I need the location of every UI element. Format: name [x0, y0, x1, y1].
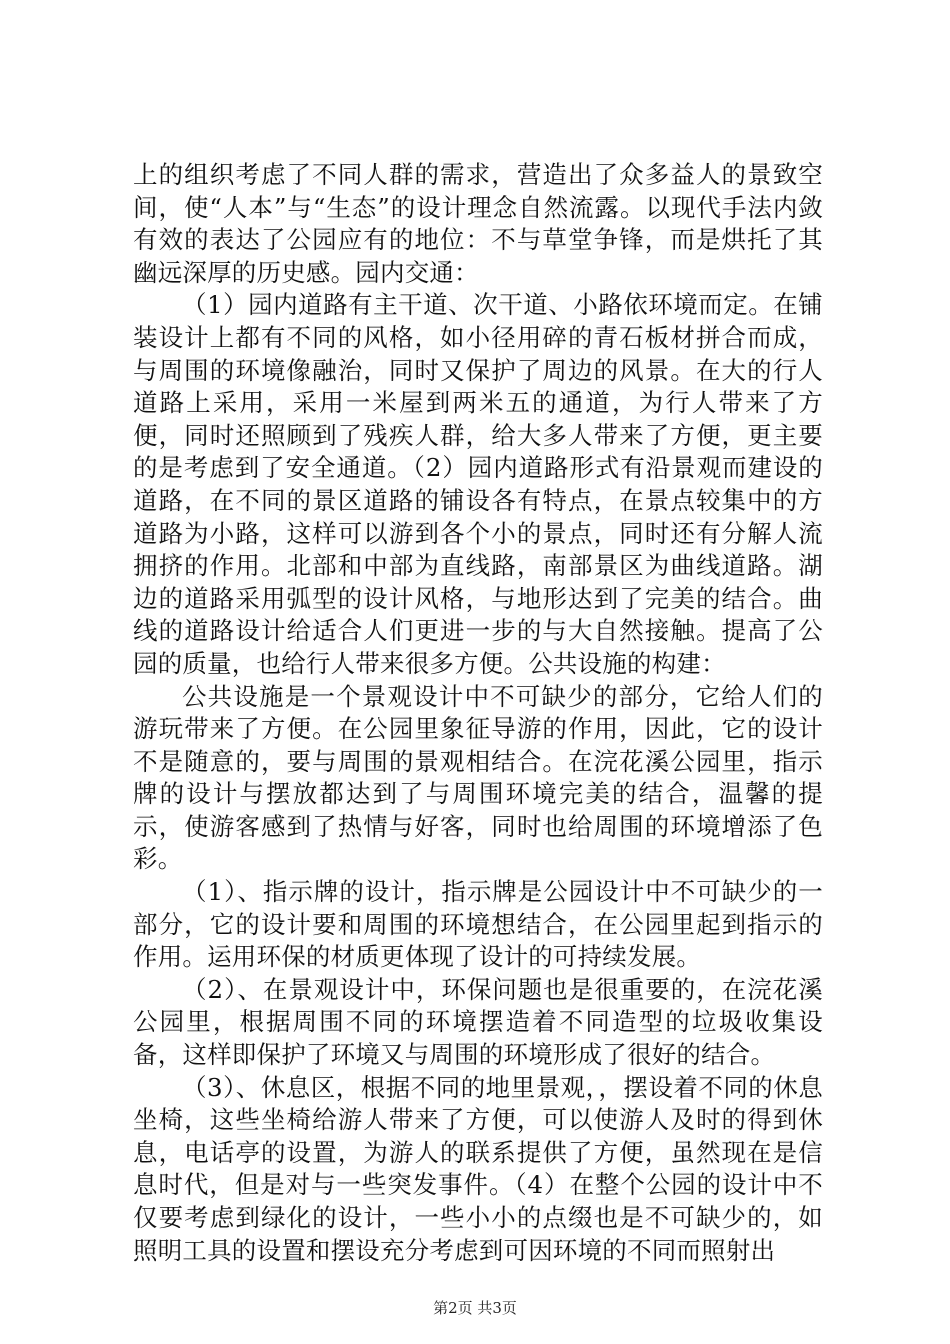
- page-footer: [0, 1298, 950, 1318]
- page-number-label: 第2页 共3页: [433, 1299, 517, 1317]
- document-body: [133, 159, 823, 1267]
- paragraph-3: 公共设施是一个景观设计中不可缺少的部分，它给人们的游玩带来了方便。在公园里象征导游的作用，因此，它的设计不是随意的，要与周围的景观相结合。在浣花溪公园里，指示牌的设计与摆放都达到了与周围环境完美的结合，温馨的提示，使游客感到了热情与好客，同时也给周围的环境增添了色彩。: [133, 681, 823, 874]
- paragraph-4: （1）、指示牌的设计，指示牌是公园设计中不可缺少的一部分，它的设计要和周围的环境想结合，在公园里起到指示的作用。运用环保的材质更体现了设计的可持续发展。: [133, 877, 823, 972]
- paragraph-5: （2）、在景观设计中，环保问题也是很重要的，在浣花溪公园里，根据周围不同的环境摆造着不同造型的垃圾收集设备，这样即保护了环境又与周围的环境形成了很好的结合。: [133, 974, 823, 1070]
- paragraph-6: （3）、休息区，根据不同的地里景观，，摆设着不同的休息坐椅，这些坐椅给游人带来了方便，可以使游人及时的得到休息，电话亭的设置，为游人的联系提供了方便，虽然现在是信息时代，但是对与一些突发事件。（4）在整个公园的设计中不仅要考虑到绿化的设计，一些小小的点缀也是不可缺少的，如照明工具的设置和摆设充分考虑到可因环境的不同而照射出: [133, 1072, 823, 1265]
- paragraph-2: （1）园内道路有主干道、次干道、小路依环境而定。在铺装设计上都有不同的风格，如小径用碎的青石板材拼合而成，与周围的环境像融治，同时又保护了周边的风景。在大的行人道路上采用，采用一米屋到两米五的通道，为行人带来了方便，同时还照顾到了残疾人群，给大多人带来了方便，更主要的是考虑到了安全通道。（2）园内道路形式有沿景观而建设的道路，在不同的景区道路的铺设各有特点，在景点较集中的方道路为小路，这样可以游到各个小的景点，同时还有分解人流拥挤的作用。北部和中部为直线路，南部景区为曲线道路。湖边的道路采用弧型的设计风格，与地形达到了完美的结合。曲线的道路设计给适合人们更进一步的与大自然接触。提高了公园的质量，也给行人带来很多方便。公共设施的构建：: [133, 290, 823, 678]
- paragraph-1: 上的组织考虑了不同人群的需求，营造出了众多益人的景致空间，使“人本”与“生态”的设计理念自然流露。以现代手法内敛有效的表达了公园应有的地位：不与草堂争锋，而是烘托了其幽远深厚的历史感。园内交通：: [133, 160, 823, 287]
